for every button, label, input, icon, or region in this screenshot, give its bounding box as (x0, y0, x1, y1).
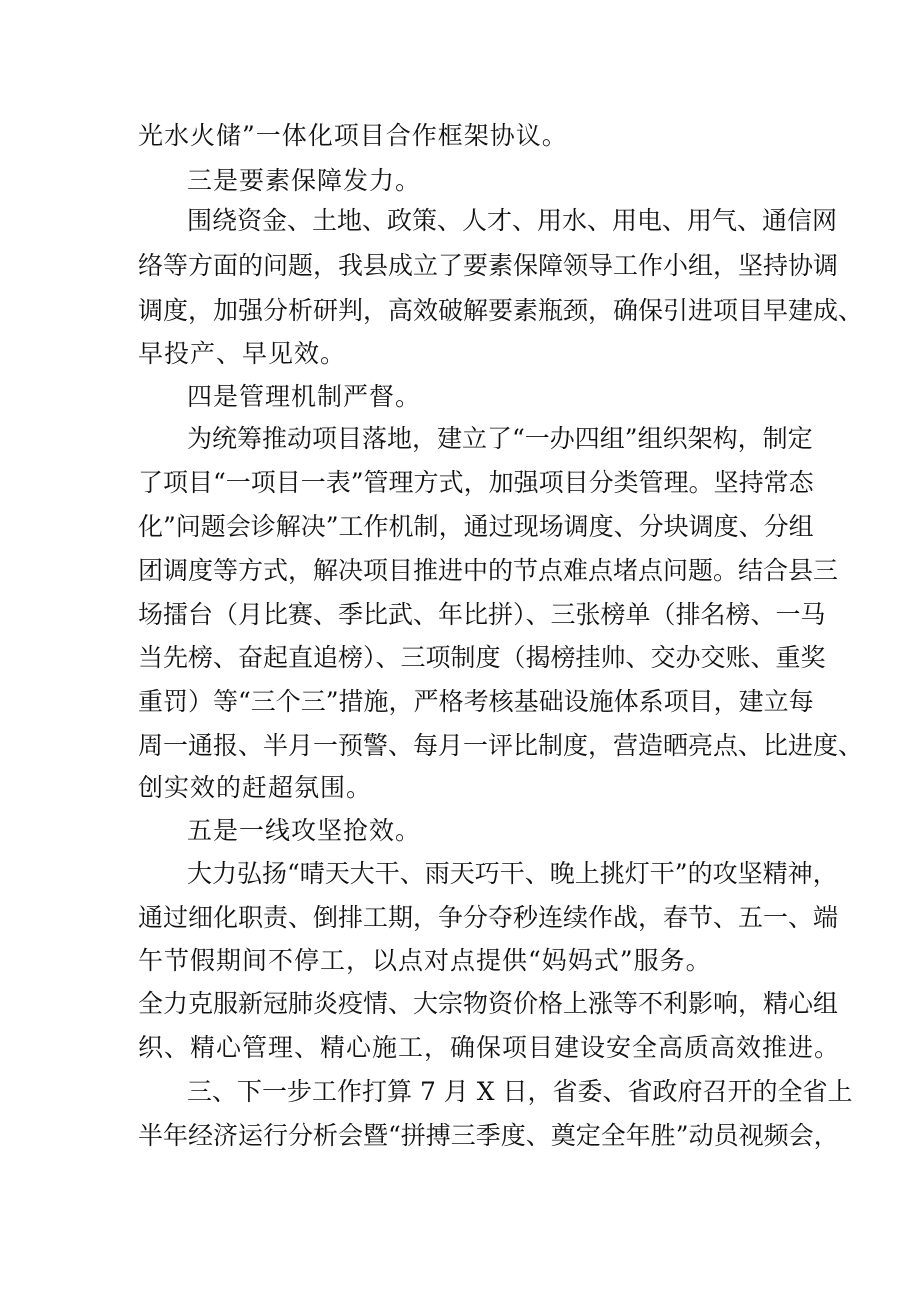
text-line-12: 场擂台（月比赛、季比武、年比拼）、三张榜单（排名榜、一马 (138, 600, 826, 629)
text-line-6: 早投产、早见效。 (138, 339, 347, 368)
text-line-21: 全力克服新冠肺炎疫情、大宗物资价格上涨等不利影响，精心组 (138, 989, 839, 1018)
text-line-24: 半年经济运行分析会暨“拼搏三季度、奠定全年胜”动员视频会， (138, 1121, 839, 1150)
text-line-23: 三、下一步工作打算 7 月 X 日，省委、省政府召开的全省上 (187, 1077, 853, 1106)
text-line-18: 大力弘扬“晴天大干、雨天巧干、晚上挑灯干”的攻坚精神， (187, 859, 838, 888)
text-line-3: 围绕资金、土地、政策、人才、用水、用电、用气、通信网 (187, 206, 838, 235)
text-line-1: 光水火储”一体化项目合作框架协议。 (138, 121, 568, 150)
text-line-5: 调度，加强分析研判，高效破解要素瓶颈，确保引进项目早建成、 (138, 296, 864, 325)
section-heading-3: 三是要素保障发力。 (187, 166, 422, 195)
text-line-20: 午节假期间不停工，以点对点提供“妈妈式”服务。 (138, 946, 712, 975)
text-line-8: 为统筹推动项目落地，建立了“一办四组”组织架构，制定 (187, 424, 813, 453)
text-line-15: 周一通报、半月一预警、每月一评比制度，营造晒亮点、比进度、 (138, 731, 864, 760)
text-line-10: 化”问题会诊解决”工作机制，通过现场调度、分块调度、分组 (138, 512, 814, 541)
text-line-13: 当先榜、奋起直追榜）、三项制度（揭榜挂帅、交办交账、重奖 (138, 643, 826, 672)
section-heading-4: 四是管理机制严督。 (187, 382, 422, 411)
section-heading-5: 五是一线攻坚抢效。 (187, 816, 422, 845)
text-line-4: 络等方面的问题，我县成立了要素保障领导工作小组，坚持协调 (138, 251, 839, 280)
text-line-16: 创实效的赶超氛围。 (138, 773, 373, 802)
text-line-22: 织、精心管理、精心施工，确保项目建设安全高质高效推进。 (138, 1033, 841, 1062)
text-line-11: 团调度等方式，解决项目推进中的节点难点堵点问题。结合县三 (138, 556, 839, 585)
text-line-9: 了项目“一项目一表”管理方式，加强项目分类管理。坚持常态 (138, 468, 814, 497)
text-line-19: 通过细化职责、倒排工期，争分夺秒连续作战，春节、五一、端 (138, 903, 839, 932)
text-line-14: 重罚）等“三个三”措施，严格考核基础设施体系项目，建立每 (138, 687, 814, 716)
